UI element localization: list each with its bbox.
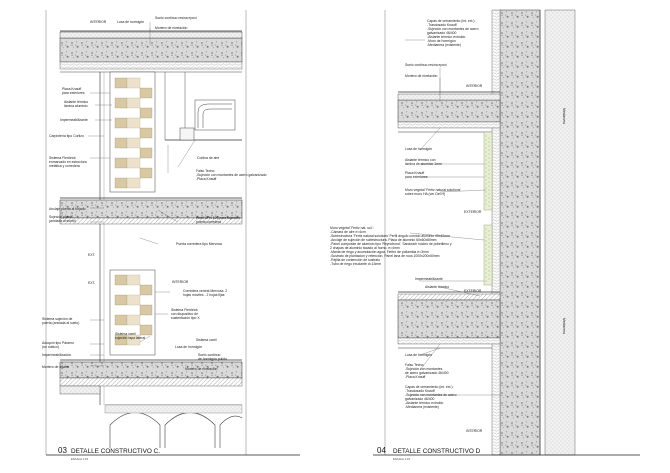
label-aislante-termico: Aislante térmico lámina aluminio xyxy=(64,100,89,108)
label-mortero-nivelacion-04: Mortero de nivelación xyxy=(405,74,438,78)
label-falso-techo: Falso Techo: -Sujeción con montantes de acero galvanizado -Placa Knauff xyxy=(196,169,267,181)
drawing-04-number: 04 xyxy=(377,446,386,455)
label-losa-hormigon: Losa de hormigón xyxy=(117,20,145,24)
drawing-03-title: DETALLE CONSTRUCTIVO C. xyxy=(71,448,161,455)
label-corredera-central: Corredera central Mervosa. 2 hojas móviles - 2 hojas fijas xyxy=(183,289,228,297)
label-capas-cerramiento: Capas de cerramiento (int. ext.): -Trasdosado Knauff -Sujeción con montantes de acero galvanizado 46/400 -Aislante térmico extruido -Muro de hormigón -Medianera (existente) xyxy=(427,19,479,47)
label-suelo-continuo-2: Suelo continuo de hormigón pulido xyxy=(198,353,227,361)
label-suelo-continuo: Suelo continuo resina epoxi xyxy=(155,16,197,20)
label-sistema-carril-2: Sistema carril xyxy=(196,338,217,342)
zone-interior-04-2: INTERIOR xyxy=(466,429,483,433)
drawing-03-number: 03 xyxy=(58,446,67,455)
zone-exterior-04-1: EXTERIOR xyxy=(464,210,482,214)
label-losa-hormigon-2: Losa de hormigón xyxy=(175,345,203,349)
label-flexbrick-dispositivo: Sistema Flexbrick con dispositivo de sustentación tipo X xyxy=(171,308,200,320)
label-capas-cerramiento-2: Capas de cerramiento (int. ext.): -Trasdosado Knauff -Sujeción con montantes de acero galvanizado 46/400 -Aislante térmico extruido -Medianera (existente) xyxy=(405,385,457,409)
drawing-03-scale: ESCALA 1:15 xyxy=(71,457,89,461)
zone-medianera-2: Medianera xyxy=(562,318,566,335)
label-losa-hormigon-2-04: Losa de hormigón xyxy=(405,353,433,357)
label-perfil-upn: Perfil UPN 120 para sujeción puerta corredera xyxy=(196,216,240,224)
label-aislante-termico-04: Aislante térmico con lámina de aluminio 1mm xyxy=(405,158,442,166)
label-losa-hormigon-04: Losa de hormigón xyxy=(405,147,433,151)
label-impermeabilizante: Impermeabilizante xyxy=(60,118,88,122)
label-anclaje-forjado: Anclaje puerta al forjado xyxy=(49,207,86,211)
label-placa-knauf: Placa Knauff para exteriores xyxy=(62,87,85,95)
label-falso-techo-04: Falso Techo: -Sujeción con montantes de acero galvanizado 46/400 -Placa Knauff xyxy=(405,363,449,379)
label-placa-knauf-04: Placa Knauff para exteriores xyxy=(405,171,428,179)
drawing-04-title: DETALLE CONSTRUCTIVO D xyxy=(393,448,481,455)
label-sistema-flexbrick: Sistema Flexbrick enmarcado en estructura metálica y corredera xyxy=(49,156,87,168)
label-puerta-corredera: Puerta corredera tipo Mervosa xyxy=(176,242,222,246)
label-cortina-aire: Cortina de aire xyxy=(197,156,220,160)
zone-ext-03-1: EXT. xyxy=(88,253,96,257)
label-suelo-continuo-04: Suelo continuo resina epoxi xyxy=(405,63,447,67)
label-carpinteria: Carpintería tipo Cortizo xyxy=(49,134,84,138)
zone-exterior-04-2: EXTERIOR xyxy=(464,289,482,293)
label-sistema-carril: Sistema carril sujeción tapa lateral xyxy=(115,332,146,340)
label-mortero-agarre: Mortero de agarre xyxy=(42,365,70,369)
label-impermeabilizacion: Impermeabilización xyxy=(42,353,72,357)
label-sistema-sujecion: Sistema sujeción de puerta (anclada al suelo) xyxy=(42,317,80,325)
zone-ext-03-2: EXT. xyxy=(88,281,96,285)
label-aislante-termico-2-04: Aislante térmico xyxy=(425,285,450,289)
label-impermeabilizante-04: Impermeabilizante xyxy=(415,277,443,281)
zone-interior-03-mid: INTERIOR xyxy=(172,280,189,284)
drawing-04-scale: ESCALA 1:15 xyxy=(393,457,411,461)
zone-interior-03-top: INTERIOR xyxy=(90,20,107,24)
label-adoquin: Adoquín tipo Páramo (no rústico) xyxy=(42,341,74,349)
zone-medianera-1: Medianera xyxy=(562,108,566,125)
label-mortero-nivelacion-2: Mortero de nivelación xyxy=(185,367,218,371)
zone-interior-04-1: INTERIOR xyxy=(466,84,483,88)
label-sujecion-puerta: Sujeción puerta (anclada al suelo) xyxy=(49,215,76,223)
label-muro-vegetal-capas: Muro vegetal 'Fertiz nat. sol.': -Cámara de aire e=4cm -Subestructura 'Fertiz natural solutions' Perfil ángulo cornido aluminio 40x40mm -Anclaje de sujeción de subestructura. Placa de aluminio 60x60x80mm -Panel composite de aluminio tipo 'Reynobond'. Sandwich núcleo de polietileno y 2 chapas de aluminio tacado al horno. e=4mm -Manta de riego y acumulación agua. Fieltro de poliamida e=3mm -Sustrato de plantación y retención. Panel lana de roca 1000x200x50mm -Rejilla de contención de sustrato -Tubo de riego exudante d=13mm xyxy=(330,226,452,266)
label-muro-vegetal: Muro vegetal 'Fertiz natural solutions' sobre muro HA (ver Det.H) xyxy=(405,188,461,196)
label-mortero-nivelacion: Mortero de nivelación xyxy=(155,26,188,30)
